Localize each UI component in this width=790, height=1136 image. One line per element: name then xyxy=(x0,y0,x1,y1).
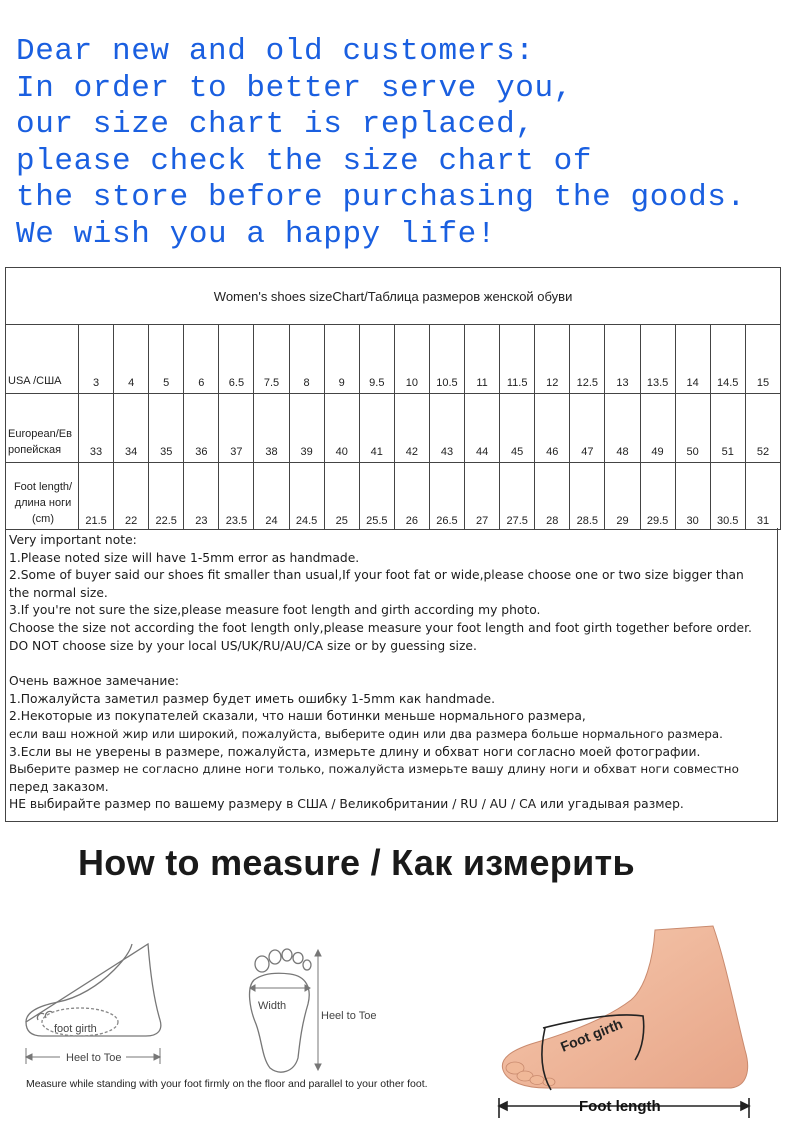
header-line: длина ноги xyxy=(14,497,72,509)
note-line: 2.Some of buyer said our shoes fit smaller than usual,If your foot fat or wide,please choose one or two size bigger than xyxy=(9,568,744,583)
notice-line: Dear new and old customers: xyxy=(16,34,535,69)
size-chart xyxy=(5,267,780,530)
table-row-foot-length xyxy=(6,463,781,530)
note-line: DO NOT choose size by your local US/UK/RU/AU/CA size or by guessing size. xyxy=(9,638,477,653)
table-cell: 29.5 xyxy=(640,463,675,530)
notice-line: We wish you a happy life! xyxy=(16,216,497,252)
table-cell: 46 xyxy=(535,394,570,463)
foot-girth-label: foot girth xyxy=(54,1023,97,1035)
header-line: ропейская xyxy=(8,444,62,456)
table-cell: 27 xyxy=(465,463,500,530)
table-cell: 24.5 xyxy=(289,463,324,530)
table-cell: 14 xyxy=(675,325,710,394)
table-cell: 22 xyxy=(114,463,149,530)
note-line: 3.Если вы не уверены в размере, пожалуйста, измерьте длину и обхват ноги согласно моей фотографии. xyxy=(9,744,701,759)
notice-line: the store before purchasing the goods. xyxy=(16,180,746,215)
note-line: 3.If you're not sure the size,please measure foot length and girth according my photo. xyxy=(9,603,541,618)
table-cell: 40 xyxy=(324,394,359,463)
width-arrow xyxy=(250,985,310,991)
size-table xyxy=(5,267,781,530)
table-cell: 11 xyxy=(465,325,500,394)
foot-icon xyxy=(502,926,747,1088)
table-cell: 28 xyxy=(535,463,570,530)
table-cell: 42 xyxy=(394,394,429,463)
note-line: Очень важное замечание: xyxy=(9,674,180,689)
important-notes xyxy=(5,528,778,822)
notice-line: our size chart is replaced, xyxy=(16,107,535,142)
heel-to-toe-label: Heel to Toe xyxy=(66,1052,122,1064)
table-cell: 12.5 xyxy=(570,325,605,394)
table-cell: 36 xyxy=(184,394,219,463)
header-line: Foot length/ xyxy=(13,481,73,493)
table-cell: 25.5 xyxy=(359,463,394,530)
note-line: если ваш ножной жир или широкий, пожалуйста, выберите один или два размера больше нормального размера. xyxy=(9,726,723,741)
note-line: Very important note: xyxy=(9,533,137,547)
table-cell: 35 xyxy=(149,394,184,463)
table-cell: 48 xyxy=(605,394,640,463)
table-cell: 34 xyxy=(114,394,149,463)
table-cell: 50 xyxy=(675,394,710,463)
table-cell: 24 xyxy=(254,463,289,530)
row-header-usa: USA /США xyxy=(6,325,79,394)
size-chart-title: Women's shoes sizeChart/Таблица размеров женской обуви xyxy=(6,268,781,325)
foot-girth-right-label: Foot girth xyxy=(558,1015,625,1055)
table-cell: 25 xyxy=(324,463,359,530)
table-cell: 30 xyxy=(675,463,710,530)
table-cell: 41 xyxy=(359,394,394,463)
table-cell: 4 xyxy=(114,325,149,394)
table-row-european xyxy=(6,394,781,463)
table-cell: 9 xyxy=(324,325,359,394)
table-cell: 13 xyxy=(605,325,640,394)
note-line: 1.Please noted size will have 1-5mm error as handmade. xyxy=(9,550,360,565)
measure-caption: Measure while standing with your foot firmly on the floor and parallel to your other foot. xyxy=(26,1078,428,1090)
foot-outline-diagram xyxy=(18,940,498,1100)
notice-text xyxy=(16,34,786,253)
row-header-european xyxy=(6,394,79,463)
note-line: 1.Пожалуйста заметил размер будет иметь ошибку 1-5mm как handmade. xyxy=(9,691,495,706)
foot-illustration xyxy=(495,920,790,1136)
table-cell: 49 xyxy=(640,394,675,463)
table-cell: 27.5 xyxy=(500,463,535,530)
table-cell: 39 xyxy=(289,394,324,463)
width-label: Width xyxy=(258,1000,287,1012)
table-cell: 14.5 xyxy=(710,325,745,394)
table-cell: 11.5 xyxy=(500,325,535,394)
notes-spacer xyxy=(9,655,777,673)
table-cell: 13.5 xyxy=(640,325,675,394)
note-line: НЕ выбирайте размер по вашему размеру в США / Великобритании / RU / AU / CA или угадывая размер. xyxy=(9,797,684,812)
table-row-usa xyxy=(6,325,781,394)
how-to-measure-title: How to measure / Как измерить xyxy=(78,842,635,883)
table-cell: 8 xyxy=(289,325,324,394)
notice-line: please check the size chart of xyxy=(16,143,593,179)
table-cell: 7.5 xyxy=(254,325,289,394)
foot-length-label: Foot length xyxy=(579,1098,661,1115)
table-cell: 52 xyxy=(745,394,780,463)
table-cell: 29 xyxy=(605,463,640,530)
note-line: the normal size. xyxy=(9,585,108,600)
table-cell: 3 xyxy=(79,325,114,394)
table-cell: 12 xyxy=(535,325,570,394)
table-cell: 10.5 xyxy=(429,325,464,394)
table-cell: 43 xyxy=(429,394,464,463)
table-cell: 51 xyxy=(710,394,745,463)
table-cell: 37 xyxy=(219,394,254,463)
table-cell: 33 xyxy=(79,394,114,463)
row-header-foot-length xyxy=(6,463,79,530)
table-cell: 38 xyxy=(254,394,289,463)
table-cell: 10 xyxy=(394,325,429,394)
table-cell: 9.5 xyxy=(359,325,394,394)
table-cell: 15 xyxy=(745,325,780,394)
note-line: Выберите размер не согласно длине ноги только, пожалуйста измерьте вашу длину ноги и обхват ноги совместно xyxy=(9,762,739,777)
table-cell: 28.5 xyxy=(570,463,605,530)
table-cell: 44 xyxy=(465,394,500,463)
table-cell: 5 xyxy=(149,325,184,394)
table-cell: 30.5 xyxy=(710,463,745,530)
table-cell: 47 xyxy=(570,394,605,463)
table-cell: 23 xyxy=(184,463,219,530)
heel-to-toe-side-label: Heel to Toe xyxy=(321,1010,377,1022)
note-line: перед заказом. xyxy=(9,779,109,794)
header-line: (cm) xyxy=(32,513,54,525)
table-cell: 23.5 xyxy=(219,463,254,530)
header-line: European/Ев xyxy=(8,428,72,440)
note-line: 2.Некоторые из покупателей сказали, что наши ботинки меньше нормального размера, xyxy=(9,709,586,724)
table-cell: 6 xyxy=(184,325,219,394)
note-line: Choose the size not according the foot length only,please measure your foot length and foot girth together before order. xyxy=(9,620,752,635)
table-cell: 45 xyxy=(500,394,535,463)
table-cell: 6.5 xyxy=(219,325,254,394)
table-cell: 22.5 xyxy=(149,463,184,530)
table-cell: 26.5 xyxy=(429,463,464,530)
notice-line: In order to better serve you, xyxy=(16,70,573,106)
table-cell: 26 xyxy=(394,463,429,530)
table-cell: 21.5 xyxy=(79,463,114,530)
table-cell: 31 xyxy=(745,463,780,530)
